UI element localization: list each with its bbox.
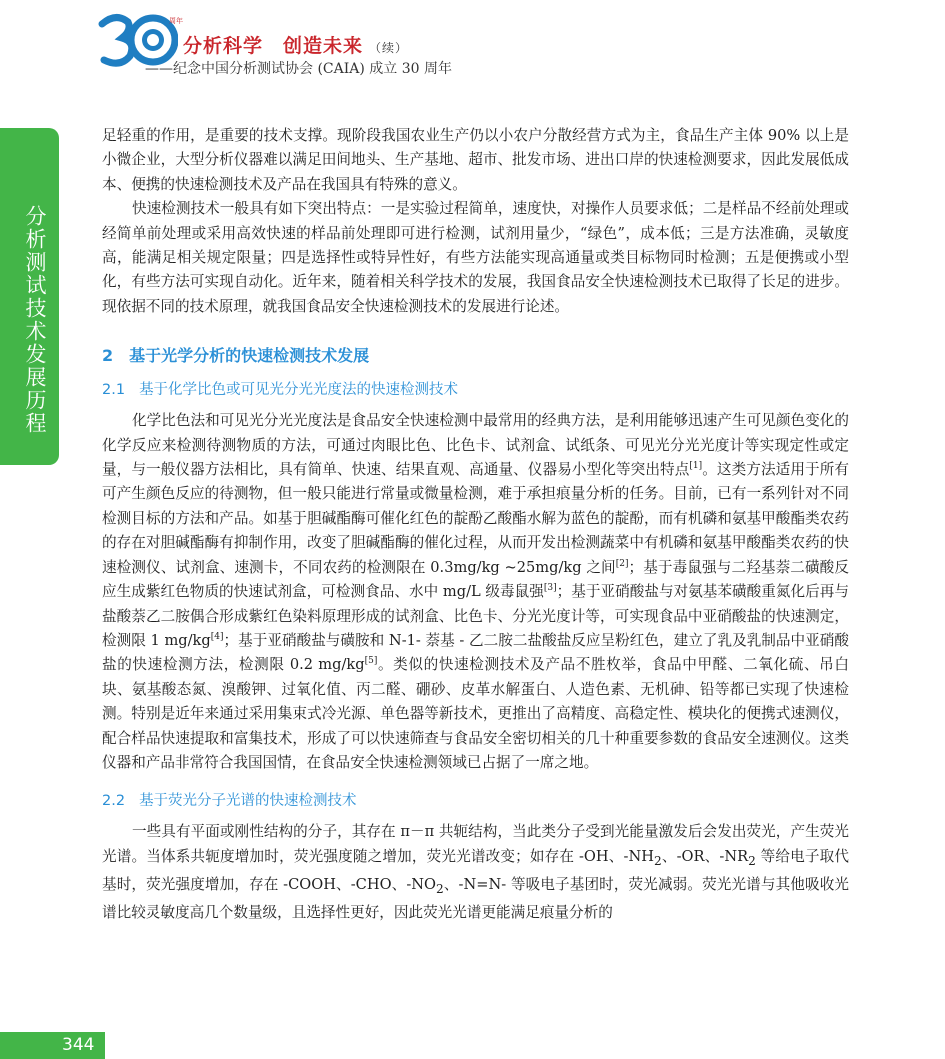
slogan-continued: （续）: [369, 41, 409, 55]
page-header: [0, 0, 945, 90]
paragraph-colorimetric: [102, 409, 849, 775]
section-title: 基于光学分析的快速检测技术发展: [129, 346, 370, 366]
header-subtitle: ——纪念中国分析测试协会 (CAIA) 成立 30 周年: [145, 61, 453, 77]
text-run: 。这类方法适用于所有可产生颜色反应的待测物，但一般只能进行常量或微量检测，难于承担痕量分析的任务。目前，已有一系列针对不同检测目标的方法和产品。如基于胆碱酯酶可催化红色的靛酚乙酸酯水解为蓝色的靛酚，而有机磷和氨基甲酸酯类农药的存在对胆碱酯酶有抑制作用，改变了胆碱酯酶的催化过程，从而开发出检测蔬菜中有机磷和氨基甲酸酯类农药的快速检测仪、试剂盒、速测卡，不同农药的检测限在 0.3mg/kg ~25mg/kg 之间: [102, 461, 849, 576]
citation-ref: [5]: [364, 656, 378, 667]
section-number: 2: [102, 346, 114, 366]
text-run: ；基于亚硝酸盐与磺胺和 N-1- 萘基 - 乙二胺二盐酸盐反应呈粉红色，建立了乳及乳制品中亚硝酸盐的快速检测方法，检测限 0.2 mg/kg: [102, 631, 849, 674]
citation-ref: [2]: [615, 558, 629, 569]
paragraph-intro-end: 足轻重的作用，是重要的技术支撑。现阶段我国农业生产仍以小农户分散经营方式为主，食品生产主体 90% 以上是小微企业，大型分析仪器难以满足田间地头、生产基地、超市、批发市场、进出口岸的快速检测要求，因此发展低成本、便携的快速检测技术及产品在我国具有特殊的意义。: [102, 127, 849, 193]
page-number: 344: [62, 1035, 95, 1055]
slogan-right: 创造未来: [283, 35, 364, 57]
citation-ref: [1]: [689, 461, 703, 472]
slogan-left: 分析科学: [183, 35, 264, 57]
subsection-title: 基于荧光分子光谱的快速检测技术: [139, 793, 357, 810]
subscript: 2: [653, 853, 662, 868]
paragraph-features: 快速检测技术一般具有如下突出特点：一是实验过程简单，速度快，对操作人员要求低；二是样品不经前处理或经简单前处理或采用高效快速的样品前处理即可进行检测，试剂用量少，“绿色”，成本低；三是方法准确，灵敏度高，能满足相关规定限量；四是选择性或特异性好，有些方法能实现高通量或类目标物同时检测；五是便携或小型化，有些方法可实现自动化。近年来，随着相关科学技术的发展，我国食品安全快速检测技术已取得了长足的进步。现依据不同的技术原理，就我国食品安全快速检测技术的发展进行论述。: [102, 200, 849, 315]
text-run: 。类似的快速检测技术及产品不胜枚举，食品中甲醛、二氧化硫、吊白块、氨基酸态氮、溴酸钾、过氧化值、丙二醛、硼砂、皮革水解蛋白、人造色素、无机砷、铅等都已实现了快速检测。特别是近年来通过采用集束式冷光源、单色器等新技术，更推出了高精度、高稳定性、模块化的便携式速测仪，配合样品快速提取和富集技术，形成了可以快速筛查与食品安全密切相关的几十种重要参数的食品安全速测仪。这类仪器和产品非常符合我国国情，在食品安全快速检测领域已占据了一席之地。: [102, 656, 849, 771]
text-run: 、-OR、-NR: [661, 847, 749, 865]
text-run: 一些具有平面或刚性结构的分子，其存在 π－π 共轭结构，当此类分子受到光能量激发后会发出荧光，产生荧光光谱。当体系共轭度增加时，荧光强度随之增加，荧光光谱改变；如存在 -OH、-NH: [102, 823, 849, 865]
subscript: 2: [748, 853, 756, 868]
subsection-number: 2.1: [102, 382, 126, 399]
text-run: ；基于毒鼠强与二羟基萘二磺酸反应生成紫红色物质的快速试剂盒，可检测食品、水中 mg/L 级毒鼠强: [102, 558, 849, 601]
section-heading-2: [102, 343, 849, 366]
text-run: ；基于亚硝酸盐与对氨基苯磺酸重氮化后再与盐酸萘乙二胺偶合形成紫红色染料原理形成的试剂盒、比色卡、分光光度计等，可实现食品中亚硝酸盐的快速测定，检测限 1 mg/kg: [102, 583, 849, 649]
text-run: 、-N=N- 等吸电子基团时，荧光减弱。荧光光谱与其他吸收光谱比较灵敏度高几个数量级，且选择性更好，因此荧光光谱更能满足痕量分析的: [102, 876, 849, 922]
chapter-side-tab-label: 分析测试技术发展历程: [23, 205, 47, 435]
subsection-heading-2-2: [102, 789, 849, 810]
anniversary-badge: 周年: [169, 17, 183, 25]
paragraph-fluorescence: [102, 820, 849, 925]
citation-ref: [4]: [210, 632, 224, 643]
citation-ref: [3]: [543, 583, 557, 594]
article-body: [102, 124, 849, 926]
text-run: 化学比色法和可见光分光光度法是食品安全快速检测中最常用的经典方法，是利用能够迅速产生可见颜色变化的化学反应来检测待测物质的方法，可通过肉眼比色、比色卡、试剂盒、试纸条、可见光分光光度计等实现定性或定量，与一般仪器方法相比，具有简单、快速、结果直观、高通量、仪器易小型化等突出特点: [102, 412, 849, 479]
subscript: 2: [436, 881, 444, 896]
subsection-number: 2.2: [102, 793, 126, 810]
header-slogan: [183, 31, 408, 58]
subsection-title: 基于化学比色或可见光分光光度法的快速检测技术: [139, 382, 459, 399]
subsection-heading-2-1: [102, 378, 849, 399]
text-run: 等给电子取代基时，荧光强度增加，存在 -COOH、-CHO、-NO: [102, 847, 849, 894]
